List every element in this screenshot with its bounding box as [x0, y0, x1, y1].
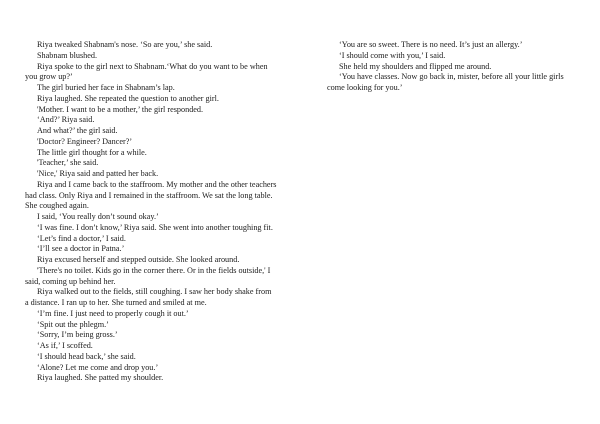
- paragraph: ‘You are so sweet. There is no need. It’s just an allergy.’: [339, 40, 523, 49]
- paragraph: ‘I should come with you,’ I said.: [339, 50, 446, 60]
- paragraph: 'There's no toilet. Kids go in the corner there. Or in the fields outside,' I said, coming up behind her.: [25, 265, 271, 286]
- paragraph: Riya and I came back to the staffroom. My mother and the other teachers had class. Only Riya and I remained in the staffroom. We sat the long table. She coughed again.: [25, 179, 277, 211]
- paragraph: 'Teacher,’ she said.: [37, 158, 99, 168]
- paragraph: ‘I’ll see a doctor in Patna.’: [37, 244, 125, 254]
- left-text-column: [25, 40, 277, 384]
- paragraph: Riya laughed. She patted my shoulder.: [37, 373, 164, 383]
- paragraph: The little girl thought for a while.: [37, 147, 147, 157]
- paragraph: Riya tweaked Shabnam's nose. ‘So are you,’ she said.: [37, 40, 213, 49]
- paragraph: 'Doctor? Engineer? Dancer?’: [37, 136, 133, 146]
- paragraph: ‘Alone? Let me come and drop you.’: [37, 362, 159, 372]
- paragraph: ‘Let’s find a doctor,’ I said.: [37, 233, 126, 243]
- paragraph: The girl buried her face in Shabnam’s lap.: [37, 83, 175, 92]
- paragraph: Riya walked out to the fields, still coughing. I saw her body shake from a distance. I ran up to her. She turned and smiled at me.: [25, 287, 272, 307]
- paragraph: ‘I should head back,’ she said.: [37, 351, 136, 361]
- paragraph: She held my shoulders and flipped me around.: [339, 61, 492, 71]
- paragraph: ‘I was fine. I don’t know,’ Riya said. She went into another toughing fit.: [37, 222, 273, 232]
- paragraph: ‘And?’ Riya said.: [37, 115, 95, 125]
- right-text-column: [327, 40, 579, 94]
- paragraph: Riya excused herself and stepped outside. She looked around.: [37, 255, 240, 264]
- paragraph: ‘You have classes. Now go back in, mister, before all your little girls come looking for you.’: [327, 72, 564, 92]
- paragraph: And what?’ the girl said.: [37, 126, 118, 135]
- paragraph: ‘As if,’ I scoffed.: [37, 341, 93, 350]
- paragraph: I said, ‘You really don’t sound okay.’: [37, 212, 159, 221]
- paragraph: Riya spoke to the girl next to Shabnam.‘What do you want to be when you grow up?’: [25, 61, 268, 82]
- paragraph: 'Mother. I want to be a mother,’ the girl responded.: [37, 104, 204, 114]
- paragraph: ‘Spit out the phlegm.’: [37, 319, 109, 329]
- paragraph: ‘I’m fine. I just need to properly cough it out.’: [37, 308, 189, 318]
- paragraph: Riya laughed. She repeated the question to another girl.: [37, 93, 219, 103]
- paragraph: Shabnam blushed.: [37, 50, 98, 60]
- paragraph: 'Nice,' Riya said and patted her back.: [37, 169, 159, 178]
- paragraph: ‘Sorry, I’m being gross.’: [37, 330, 118, 340]
